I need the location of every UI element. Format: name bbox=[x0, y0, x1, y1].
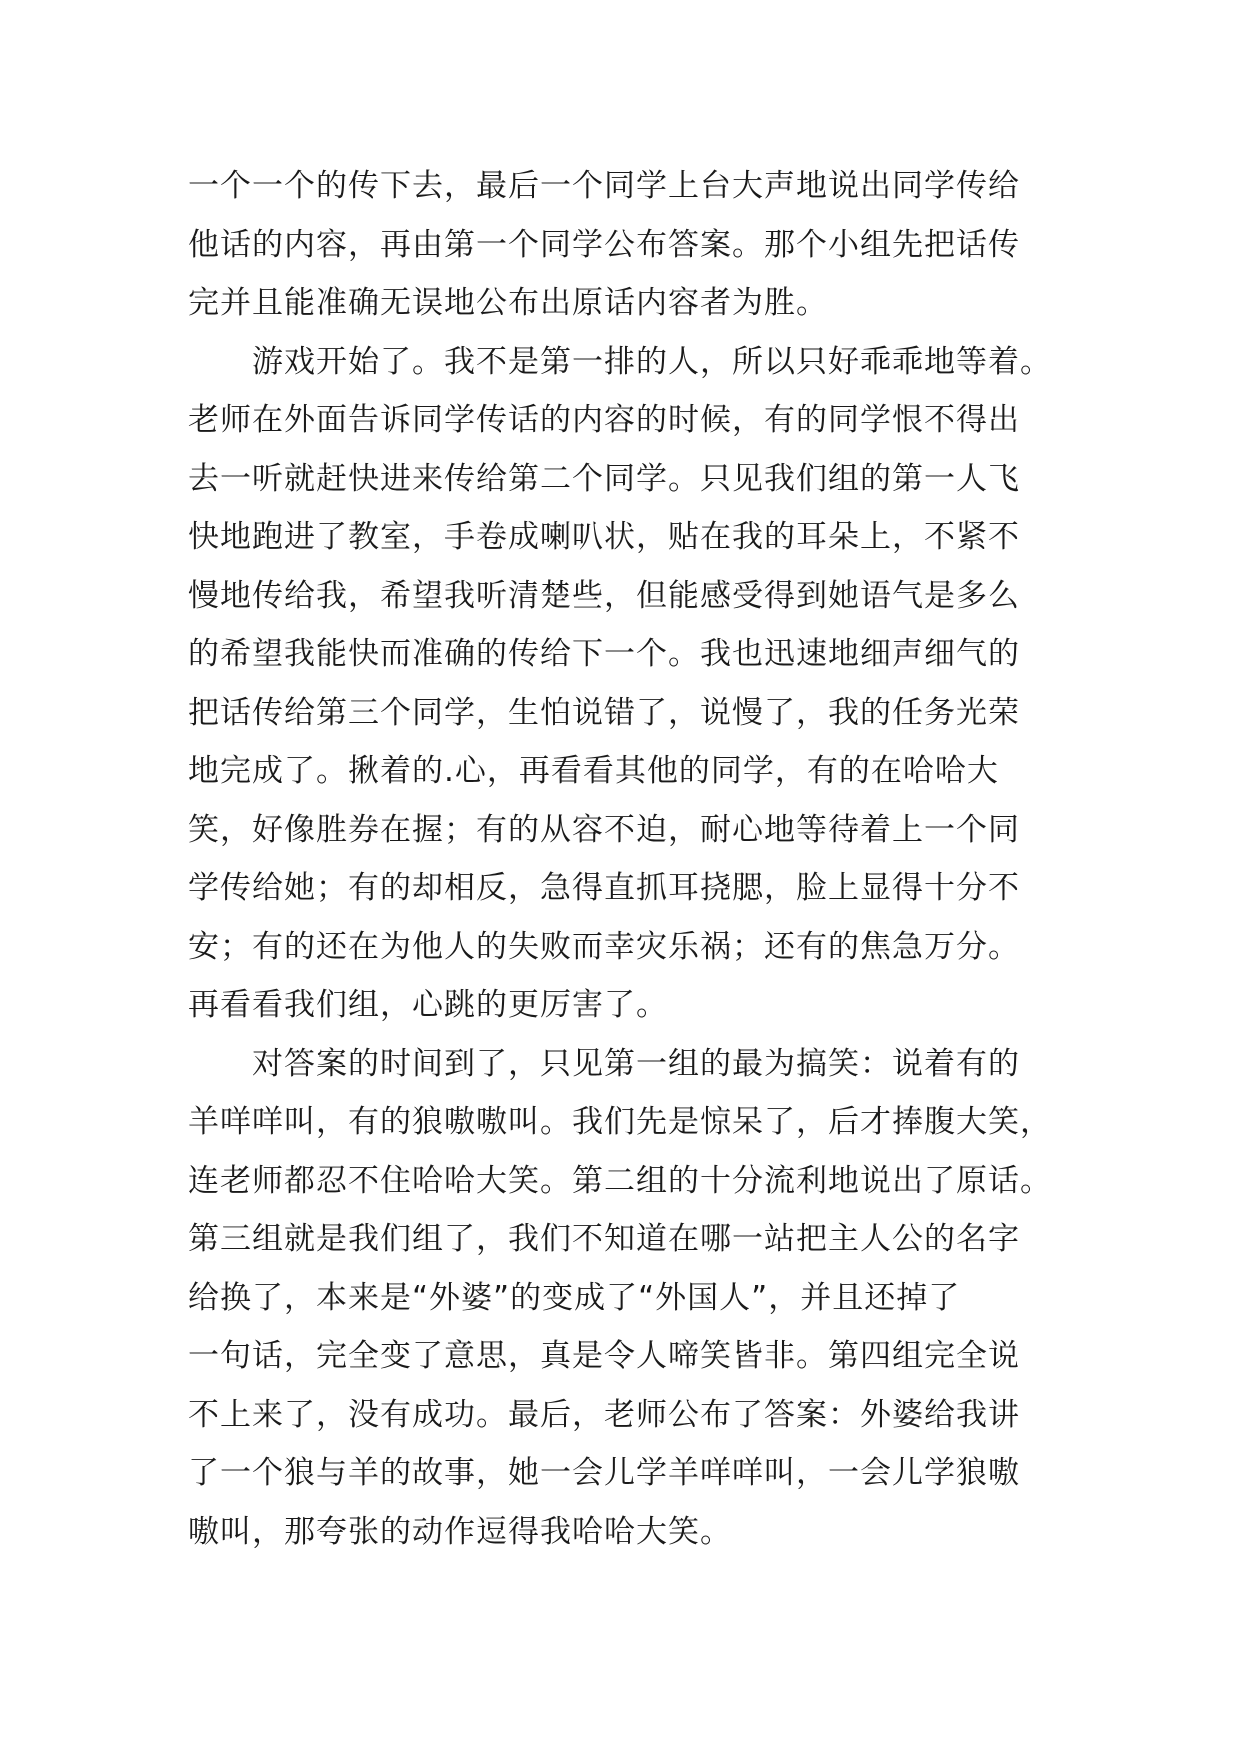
text-line: 地完成了。揪着的.心，再看看其他的同学，有的在哈哈大 bbox=[188, 753, 999, 789]
text-line: 一句话，完全变了意思，真是令人啼笑皆非。第四组完全说 bbox=[188, 1338, 1020, 1374]
text-line: 给换了，本来是“外婆”的变成了“外国人”，并且还掉了 bbox=[188, 1279, 961, 1316]
text-line: 连老师都忍不住哈哈大笑。第二组的十分流利地说出了原话。 bbox=[188, 1162, 1052, 1199]
text-line: 嗷叫，那夸张的动作逗得我哈哈大笑。 bbox=[188, 1513, 732, 1550]
paragraph-first-line: 游戏开始了。我不是第一排的人，所以只好乖乖地等着。 bbox=[252, 343, 1052, 380]
text-line: 安；有的还在为他人的失败而幸灾乐祸；还有的焦急万分。 bbox=[188, 928, 1020, 965]
text-line: 了一个狼与羊的故事，她一会儿学羊咩咩叫，一会儿学狼嗷 bbox=[188, 1455, 1020, 1491]
text-line: 去一听就赶快进来传给第二个同学。只见我们组的第一人飞 bbox=[188, 460, 1020, 497]
text-line: 一个一个的传下去，最后一个同学上台大声地说出同学传给 bbox=[188, 168, 1020, 204]
text-line: 第三组就是我们组了，我们不知道在哪一站把主人公的名字 bbox=[188, 1221, 1020, 1257]
text-line: 他话的内容，再由第一个同学公布答案。那个小组先把话传 bbox=[188, 226, 1020, 263]
text-line: 羊咩咩叫，有的狼嗷嗷叫。我们先是惊呆了，后才捧腹大笑， bbox=[188, 1104, 1052, 1140]
text-line: 慢地传给我，希望我听清楚些，但能感受得到她语气是多么 bbox=[188, 577, 1020, 614]
text-line: 不上来了，没有成功。最后，老师公布了答案：外婆给我讲 bbox=[188, 1396, 1020, 1433]
text-line: 学传给她；有的却相反，急得直抓耳挠腮，脸上显得十分不 bbox=[188, 870, 1020, 906]
text-line: 老师在外面告诉同学传话的内容的时候，有的同学恨不得出 bbox=[188, 402, 1020, 438]
body-text bbox=[188, 157, 1068, 1561]
paragraph-first-line: 对答案的时间到了，只见第一组的最为搞笑：说着有的 bbox=[252, 1045, 1020, 1082]
text-line: 完并且能准确无误地公布出原话内容者为胜。 bbox=[188, 285, 828, 321]
text-line: 快地跑进了教室，手卷成喇叭状，贴在我的耳朵上，不紧不 bbox=[188, 519, 1020, 555]
text-line: 的希望我能快而准确的传给下一个。我也迅速地细声细气的 bbox=[188, 636, 1020, 672]
text-line: 再看看我们组，心跳的更厉害了。 bbox=[188, 987, 668, 1023]
text-line: 笑，好像胜券在握；有的从容不迫，耐心地等待着上一个同 bbox=[188, 811, 1020, 848]
text-line: 把话传给第三个同学，生怕说错了，说慢了，我的任务光荣 bbox=[188, 694, 1020, 731]
